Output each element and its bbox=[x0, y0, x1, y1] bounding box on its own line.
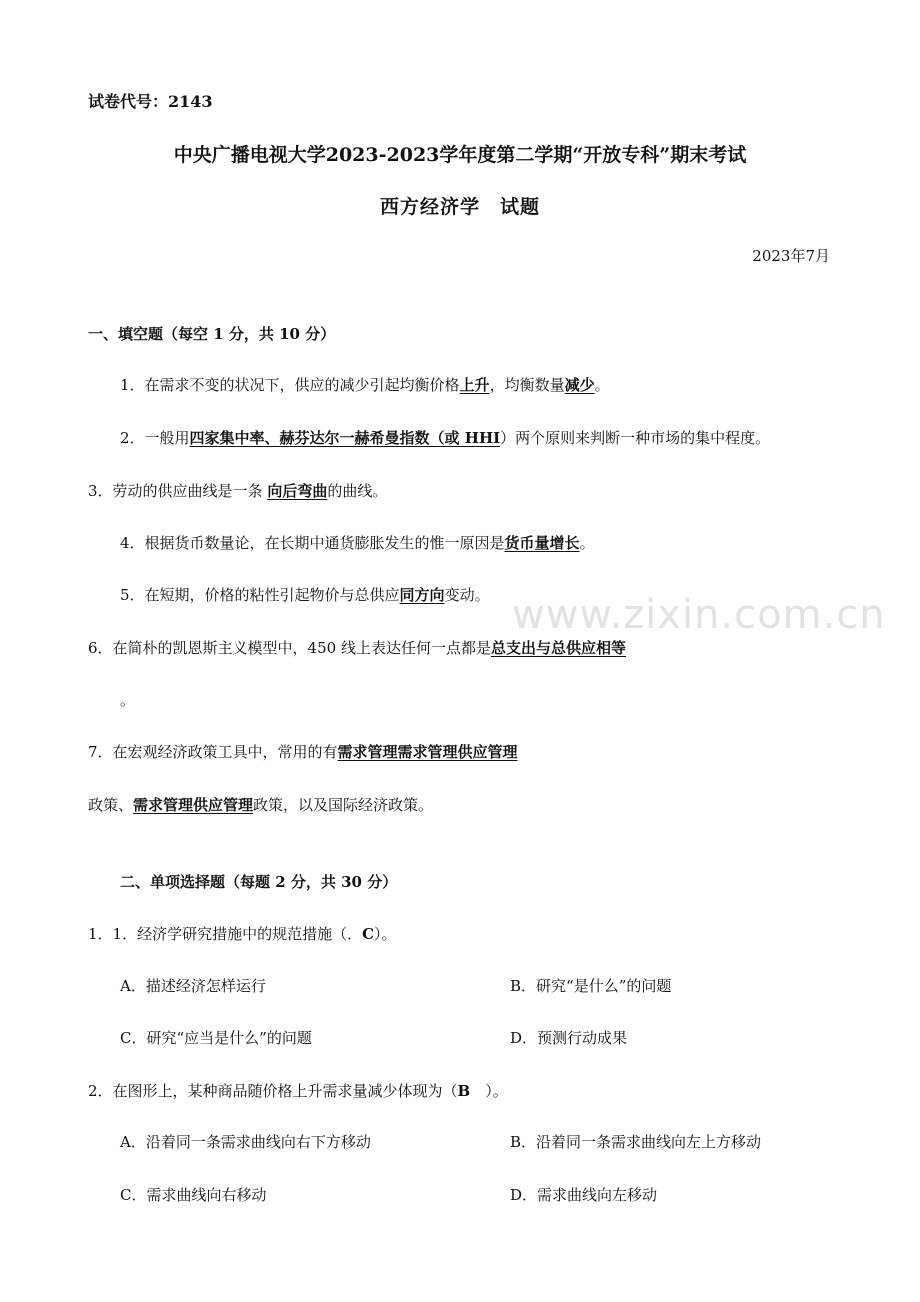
q7-text-e: 政策，以及国际经济政策。 bbox=[253, 796, 434, 814]
q3-answer: 向后弯曲 bbox=[267, 482, 328, 500]
q4-text-a: 4．根据货币数量论，在长期中通货膨胀发生的惟一原因是 bbox=[120, 534, 505, 552]
q7-text-a: 7．在宏观经济政策工具中，常用的有 bbox=[88, 743, 338, 761]
cq2-stem-a: 2．在图形上，某种商品随价格上升需求量减少体现为（ bbox=[88, 1082, 458, 1100]
cq2-option-b: B．沿着同一条需求曲线向左上方移动 bbox=[510, 1133, 762, 1151]
cq1-option-b: B．研究“是什么”的问题 bbox=[510, 977, 672, 995]
q4-text-c: 。 bbox=[579, 534, 595, 552]
cq1-option-c: C．研究“应当是什么”的问题 bbox=[120, 1029, 312, 1047]
cq1-option-d: D．预测行动成果 bbox=[510, 1029, 628, 1047]
fill-question-7 bbox=[88, 741, 518, 762]
q4-answer: 货币量增长 bbox=[504, 534, 580, 552]
fill-question-1 bbox=[120, 374, 610, 395]
q5-answer: 同方向 bbox=[399, 586, 445, 604]
choice-question-1 bbox=[88, 923, 397, 944]
exam-code: 试卷代号：2143 bbox=[88, 92, 213, 111]
watermark: www.zixin.com.cn bbox=[512, 592, 886, 638]
q6-text-end: 。 bbox=[120, 691, 136, 709]
cq1-stem-a: 1．1．经济学研究措施中的规范措施（． bbox=[88, 925, 363, 943]
q1-text-c: ，均衡数量 bbox=[489, 376, 565, 394]
q1-text-e: 。 bbox=[594, 376, 610, 394]
section1-heading: 一、填空题（每空 1 分，共 10 分） bbox=[88, 325, 336, 343]
fill-question-4 bbox=[120, 532, 595, 553]
q6-answer: 总支出与总供应相等 bbox=[490, 639, 626, 657]
q1-text-a: 1．在需求不变的状况下，供应的减少引起均衡价格 bbox=[120, 376, 460, 394]
section2-heading: 二、单项选择题（每题 2 分，共 30 分） bbox=[120, 873, 398, 891]
q5-text-a: 5．在短期，价格的粘性引起物价与总供应 bbox=[120, 586, 400, 604]
q2-text-a: 2．一般用 bbox=[120, 429, 190, 447]
fill-question-2 bbox=[120, 427, 770, 448]
q7-answer-1: 需求管理需求管理供应管理 bbox=[337, 743, 518, 761]
cq1-stem-b: ）。 bbox=[374, 925, 397, 943]
q6-text-a: 6．在简朴的凯恩斯主义模型中，450 线上表达任何一点都是 bbox=[88, 639, 491, 657]
q1-answer-1: 上升 bbox=[459, 376, 490, 394]
cq2-option-a: A．沿着同一条需求曲线向右下方移动 bbox=[120, 1133, 371, 1151]
q7-answer-2: 需求管理供应管理 bbox=[133, 796, 254, 814]
exam-date: 2023年7月 bbox=[752, 247, 830, 265]
q3-text-c: 的曲线。 bbox=[327, 482, 388, 500]
fill-question-7-cont bbox=[88, 794, 433, 815]
q1-answer-2: 减少 bbox=[564, 376, 595, 394]
fill-question-5 bbox=[120, 584, 490, 605]
q2-text-c: ）两个原则来判断一种市场的集中程度。 bbox=[500, 429, 771, 447]
fill-question-6 bbox=[88, 637, 626, 658]
cq2-option-c: C．需求曲线向右移动 bbox=[120, 1186, 267, 1204]
exam-title: 中央广播电视大学2023-2023学年度第二学期“开放专科”期末考试 bbox=[173, 144, 747, 166]
q5-text-c: 变动。 bbox=[444, 586, 490, 604]
cq2-answer: B bbox=[457, 1082, 471, 1100]
cq1-answer: C bbox=[362, 925, 375, 943]
q3-text-a: 3．劳动的供应曲线是一条 bbox=[88, 482, 268, 500]
cq2-stem-b: ）。 bbox=[470, 1082, 508, 1100]
cq1-option-a: A．描述经济怎样运行 bbox=[120, 977, 266, 995]
choice-question-2 bbox=[88, 1080, 508, 1101]
fill-question-3 bbox=[88, 480, 387, 501]
q2-answer: 四家集中率、赫芬达尔一赫希曼指数（或 HHI bbox=[189, 429, 501, 447]
cq2-option-d: D．需求曲线向左移动 bbox=[510, 1186, 658, 1204]
exam-subtitle: 西方经济学 试题 bbox=[379, 196, 540, 218]
q7-text-c: 政策、 bbox=[88, 796, 134, 814]
